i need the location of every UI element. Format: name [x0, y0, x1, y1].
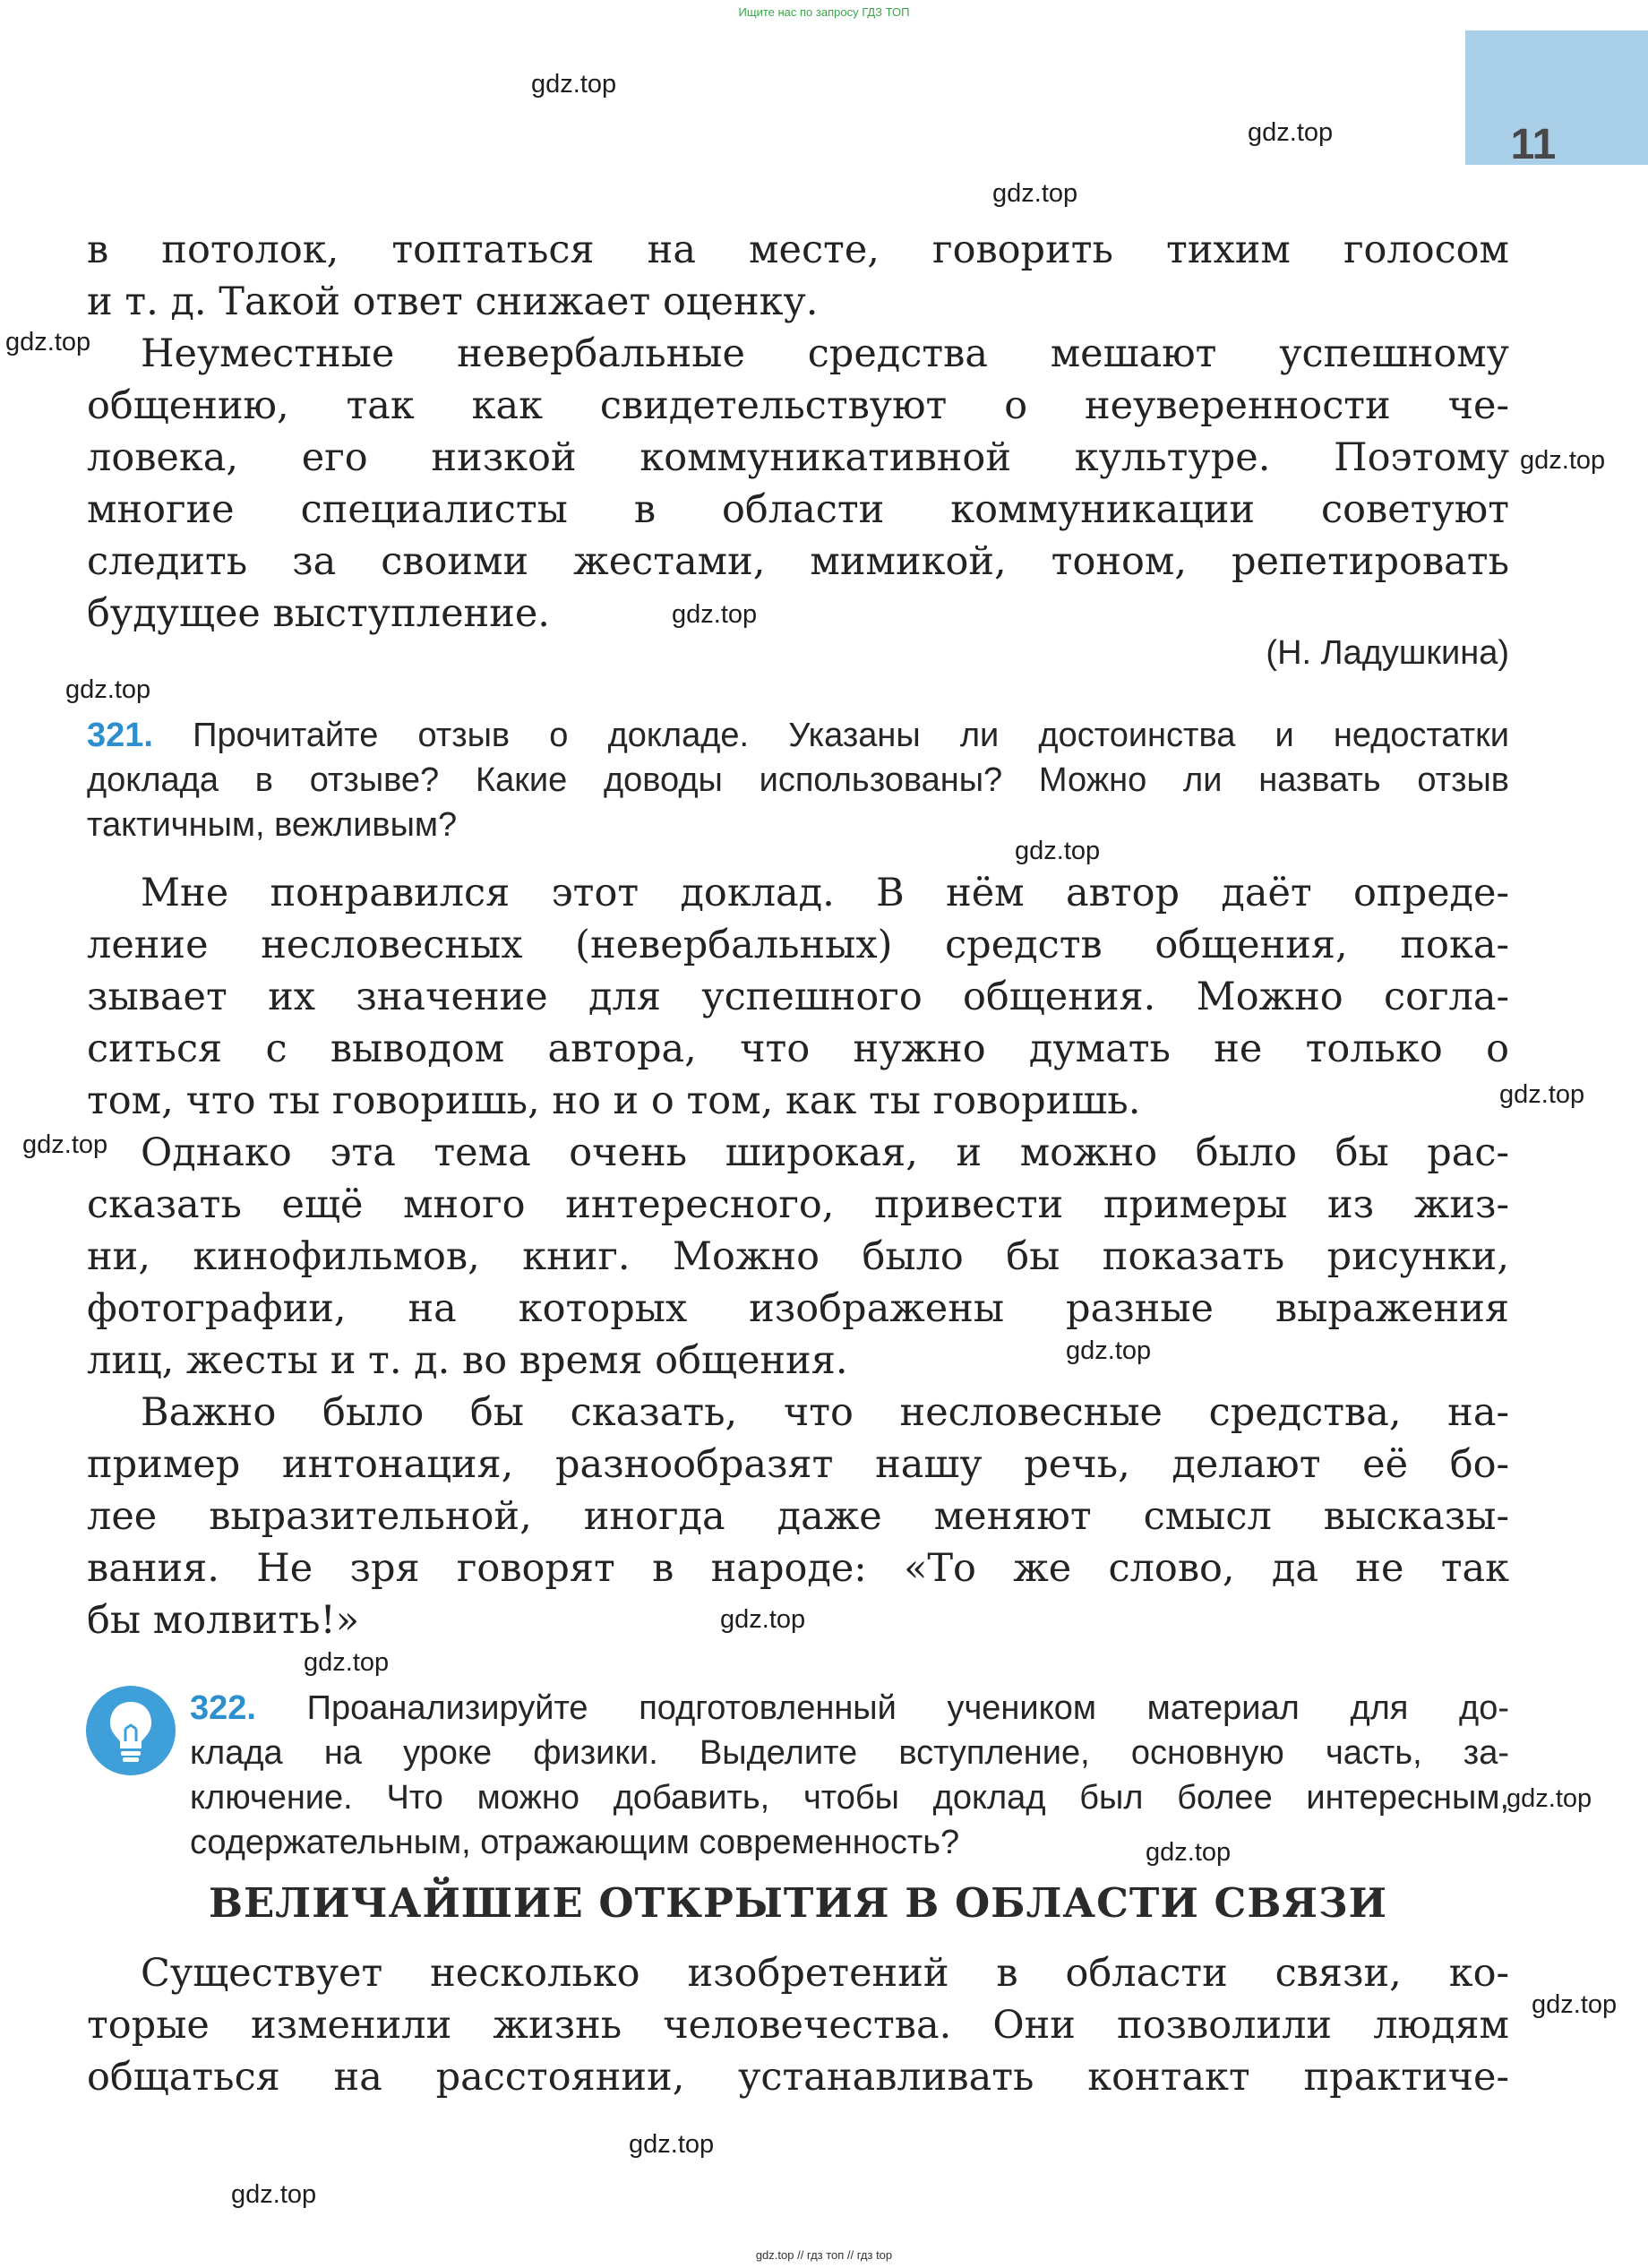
bottom-banner: gdz.top // гдз топ // гдз top — [755, 2248, 893, 2262]
text-line: ловека, его низкой коммуникативной культуре. Поэтому — [87, 435, 1509, 480]
task-322-line: содержательным, отражающим современность? — [190, 1824, 960, 1861]
watermark: gdz.top — [672, 600, 758, 629]
task-321-line: тактичным, вежливым? — [87, 806, 458, 844]
review-line: ситься с выводом автора, что нужно думать не только о — [87, 1027, 1509, 1071]
watermark: gdz.top — [5, 328, 91, 357]
text-line: и т. д. Такой ответ снижает оценку. — [87, 279, 819, 324]
watermark: gdz.top — [1066, 1336, 1152, 1365]
watermark: gdz.top — [531, 70, 617, 99]
review-line: пример интонация, разнообразят нашу речь, делают её бо- — [87, 1442, 1509, 1487]
review-line: сказать ещё много интересного, привести примеры из жиз- — [87, 1182, 1509, 1227]
review-line: ление несловесных (невербальных) средств общения, пока- — [87, 923, 1509, 967]
text-line: общению, так как свидетельствуют о неуверенности че- — [87, 383, 1509, 428]
watermark: gdz.top — [65, 675, 151, 704]
watermark: gdz.top — [304, 1648, 390, 1677]
page-number: 11 — [1510, 121, 1557, 168]
source-attribution: (Н. Ладушкина) — [1266, 634, 1509, 672]
section-heading: ВЕЛИЧАЙШИЕ ОТКРЫТИЯ В ОБЛАСТИ СВЯЗИ — [208, 1879, 1388, 1927]
lightbulb-icon — [86, 1686, 176, 1775]
text-line: следить за своими жестами, мимикой, тоном, репетировать — [87, 539, 1509, 584]
watermark: gdz.top — [1146, 1838, 1232, 1867]
watermark: gdz.top — [1248, 118, 1334, 147]
review-line: лее выразительной, иногда даже меняют смысл высказы- — [87, 1494, 1509, 1539]
watermark: gdz.top — [231, 2180, 317, 2209]
watermark: gdz.top — [629, 2130, 715, 2159]
task-322-line: 322. Проанализируйте подготовленный учеником материал для до- — [190, 1689, 1510, 1727]
task-322-line: клада на уроке физики. Выделите вступление, основную часть, за- — [190, 1734, 1509, 1772]
review-line: том, что ты говоришь, но и о том, как ты говоришь. — [87, 1078, 1141, 1123]
review-line: фотографии, на которых изображены разные выражения — [87, 1286, 1509, 1331]
watermark: gdz.top — [1520, 446, 1606, 475]
review-line: бы молвить!» — [87, 1598, 360, 1643]
task-321-line: доклада в отзыве? Какие доводы использованы? Можно ли назвать отзыв — [87, 761, 1509, 799]
watermark: gdz.top — [1532, 1990, 1618, 2019]
watermark: gdz.top — [1499, 1080, 1585, 1109]
task-number-321: 321. — [87, 717, 153, 754]
review-line: Однако эта тема очень широкая, и можно было бы рас- — [141, 1130, 1509, 1175]
watermark: gdz.top — [22, 1130, 108, 1159]
review-line: ни, кинофильмов, книг. Можно было бы показать рисунки, — [87, 1234, 1509, 1279]
review-line: лиц, жесты и т. д. во время общения. — [87, 1338, 848, 1383]
text-line: многие специалисты в области коммуникации советуют — [87, 487, 1509, 532]
text-line: в потолок, топтаться на месте, говорить тихим голосом — [87, 228, 1509, 272]
watermark: gdz.top — [992, 179, 1078, 208]
task-number-322: 322. — [190, 1689, 256, 1727]
top-banner: Ищите нас по запросу ГДЗ ТОП — [738, 5, 910, 19]
review-line: Мне понравился этот доклад. В нём автор даёт опреде- — [141, 871, 1509, 915]
text-line: торые изменили жизнь человечества. Они позволили людям — [87, 2003, 1509, 2048]
review-line: зывает их значение для успешного общения. Можно согла- — [87, 975, 1509, 1019]
watermark: gdz.top — [1015, 837, 1101, 865]
text-line: Неуместные невербальные средства мешают успешному — [141, 331, 1509, 376]
review-line: вания. Не зря говорят в народе: «То же слово, да не так — [87, 1546, 1509, 1591]
text-line: Существует несколько изобретений в области связи, ко- — [141, 1951, 1509, 1996]
text-line: будущее выступление. — [87, 591, 550, 636]
watermark: gdz.top — [1506, 1784, 1592, 1813]
text-line: общаться на расстоянии, устанавливать контакт практиче- — [87, 2055, 1509, 2100]
review-line: Важно было бы сказать, что несловесные средства, на- — [141, 1390, 1509, 1435]
task-321-line: 321. Прочитайте отзыв о докладе. Указаны ли достоинства и недостатки — [87, 717, 1509, 754]
watermark: gdz.top — [720, 1605, 806, 1634]
task-322-line: ключение. Что можно добавить, чтобы доклад был более интересным, — [190, 1779, 1509, 1817]
